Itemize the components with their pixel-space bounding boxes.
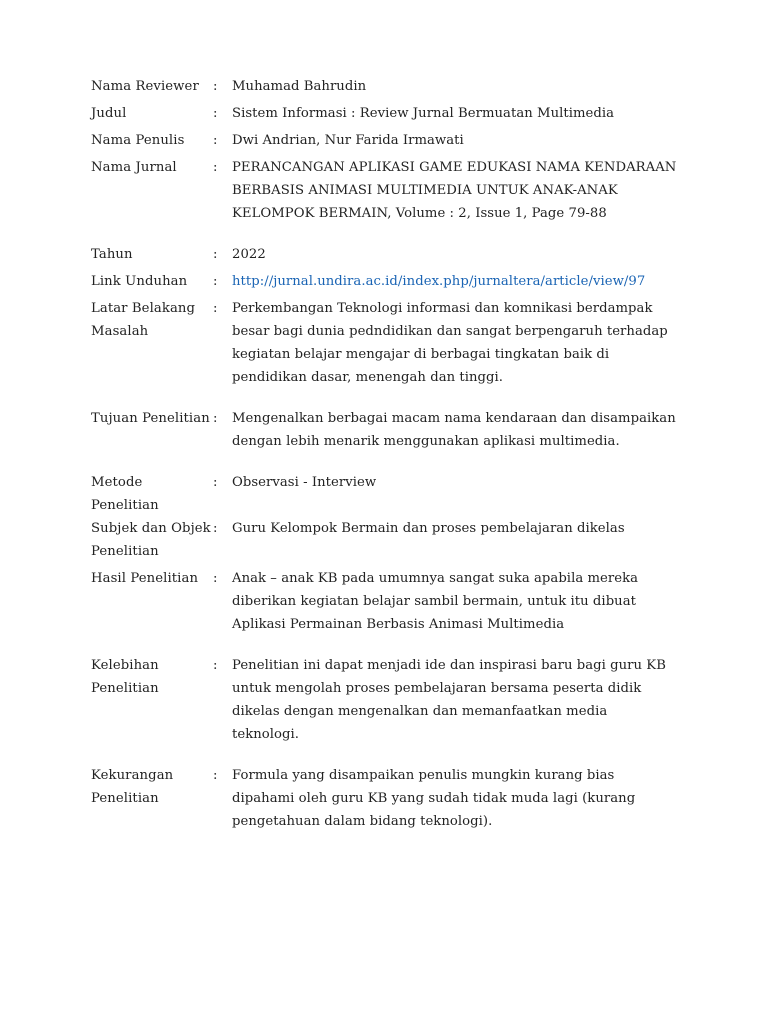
row-nama-penulis [91,129,691,152]
row-colon: : [213,79,218,94]
research-objective: Mengenalkan berbagai macam nama kendaraan dan disampaikan dengan lebih menarik menggunakan aplikasi multimedia. [232,411,676,449]
row-tahun [91,243,691,266]
review-table [91,75,691,833]
row-colon: : [213,133,218,148]
row-judul [91,102,691,125]
row-colon: : [213,274,218,289]
row-hasil-penelitian [91,567,691,636]
row-colon: : [213,247,218,262]
row-kelebihan [91,654,691,746]
reviewer-name: Muhamad Bahrudin [232,79,367,94]
row-colon: : [213,768,218,783]
research-subject: Guru Kelompok Bermain dan proses pembelajaran dikelas [232,521,625,536]
row-label: Judul [91,106,127,121]
review-title: Sistem Informasi : Review Jurnal Bermuatan Multimedia [232,106,615,121]
row-latar-belakang [91,297,691,389]
row-metode-penelitian [91,471,691,517]
background-text: Perkembangan Teknologi informasi dan komnikasi berdampak besar bagi dunia pedndidikan dan sangat berpengaruh terhadap kegiatan belajar mengajar di berbagai tingkatan baik di pendidikan dasar, menengah dan tinggi. [232,301,668,385]
download-link-cell [232,270,678,293]
research-method: Observasi - Interview [232,475,377,490]
publication-year: 2022 [232,247,266,262]
research-results: Anak – anak KB pada umumnya sangat suka apabila mereka diberikan kegiatan belajar sambil bermain, untuk itu dibuat Aplikasi Permainan Berbasis Animasi Multimedia [232,571,639,632]
row-colon: : [213,571,218,586]
row-label: Kelebihan Penelitian [91,658,159,696]
journal-name: PERANCANGAN APLIKASI GAME EDUKASI NAMA KENDARAAN BERBASIS ANIMASI MULTIMEDIA UNTUK ANAK-ANAK KELOMPOK BERMAIN, Volume : 2, Issue 1, Page 79-88 [232,160,677,221]
row-colon: : [213,106,218,121]
row-colon: : [213,411,218,426]
row-link-unduhan [91,270,691,293]
row-colon: : [213,521,218,536]
row-label: Metode Penelitian [91,475,159,513]
row-colon: : [213,301,218,316]
row-label: Nama Jurnal [91,160,177,175]
row-label: Subjek dan Objek Penelitian [91,521,211,559]
row-label: Kekurangan Penelitian [91,768,174,806]
row-nama-jurnal [91,156,691,225]
row-tujuan-penelitian [91,407,691,453]
row-label: Latar Belakang Masalah [91,301,196,339]
row-label: Nama Reviewer [91,79,199,94]
row-label: Tujuan Penelitian [91,411,210,426]
row-label: Link Unduhan [91,274,188,289]
row-colon: : [213,160,218,175]
research-weaknesses: Formula yang disampaikan penulis mungkin kurang bias dipahami oleh guru KB yang sudah tidak muda lagi (kurang pengetahuan dalam bidang teknologi). [232,768,636,829]
row-colon: : [213,658,218,673]
row-kekurangan [91,764,691,833]
row-label: Hasil Penelitian [91,571,199,586]
row-colon: : [213,475,218,490]
row-nama-reviewer [91,75,691,98]
research-strengths: Penelitian ini dapat menjadi ide dan inspirasi baru bagi guru KB untuk mengolah proses pembelajaran bersama peserta didik dikelas dengan mengenalkan dan memanfaatkan media teknologi. [232,658,666,742]
row-label: Nama Penulis [91,133,185,148]
author-names: Dwi Andrian, Nur Farida Irmawati [232,133,464,148]
download-link[interactable]: http://jurnal.undira.ac.id/index.php/jurnaltera/article/view/97 [232,274,646,289]
row-label: Tahun [91,247,133,262]
row-subjek-objek [91,517,691,563]
